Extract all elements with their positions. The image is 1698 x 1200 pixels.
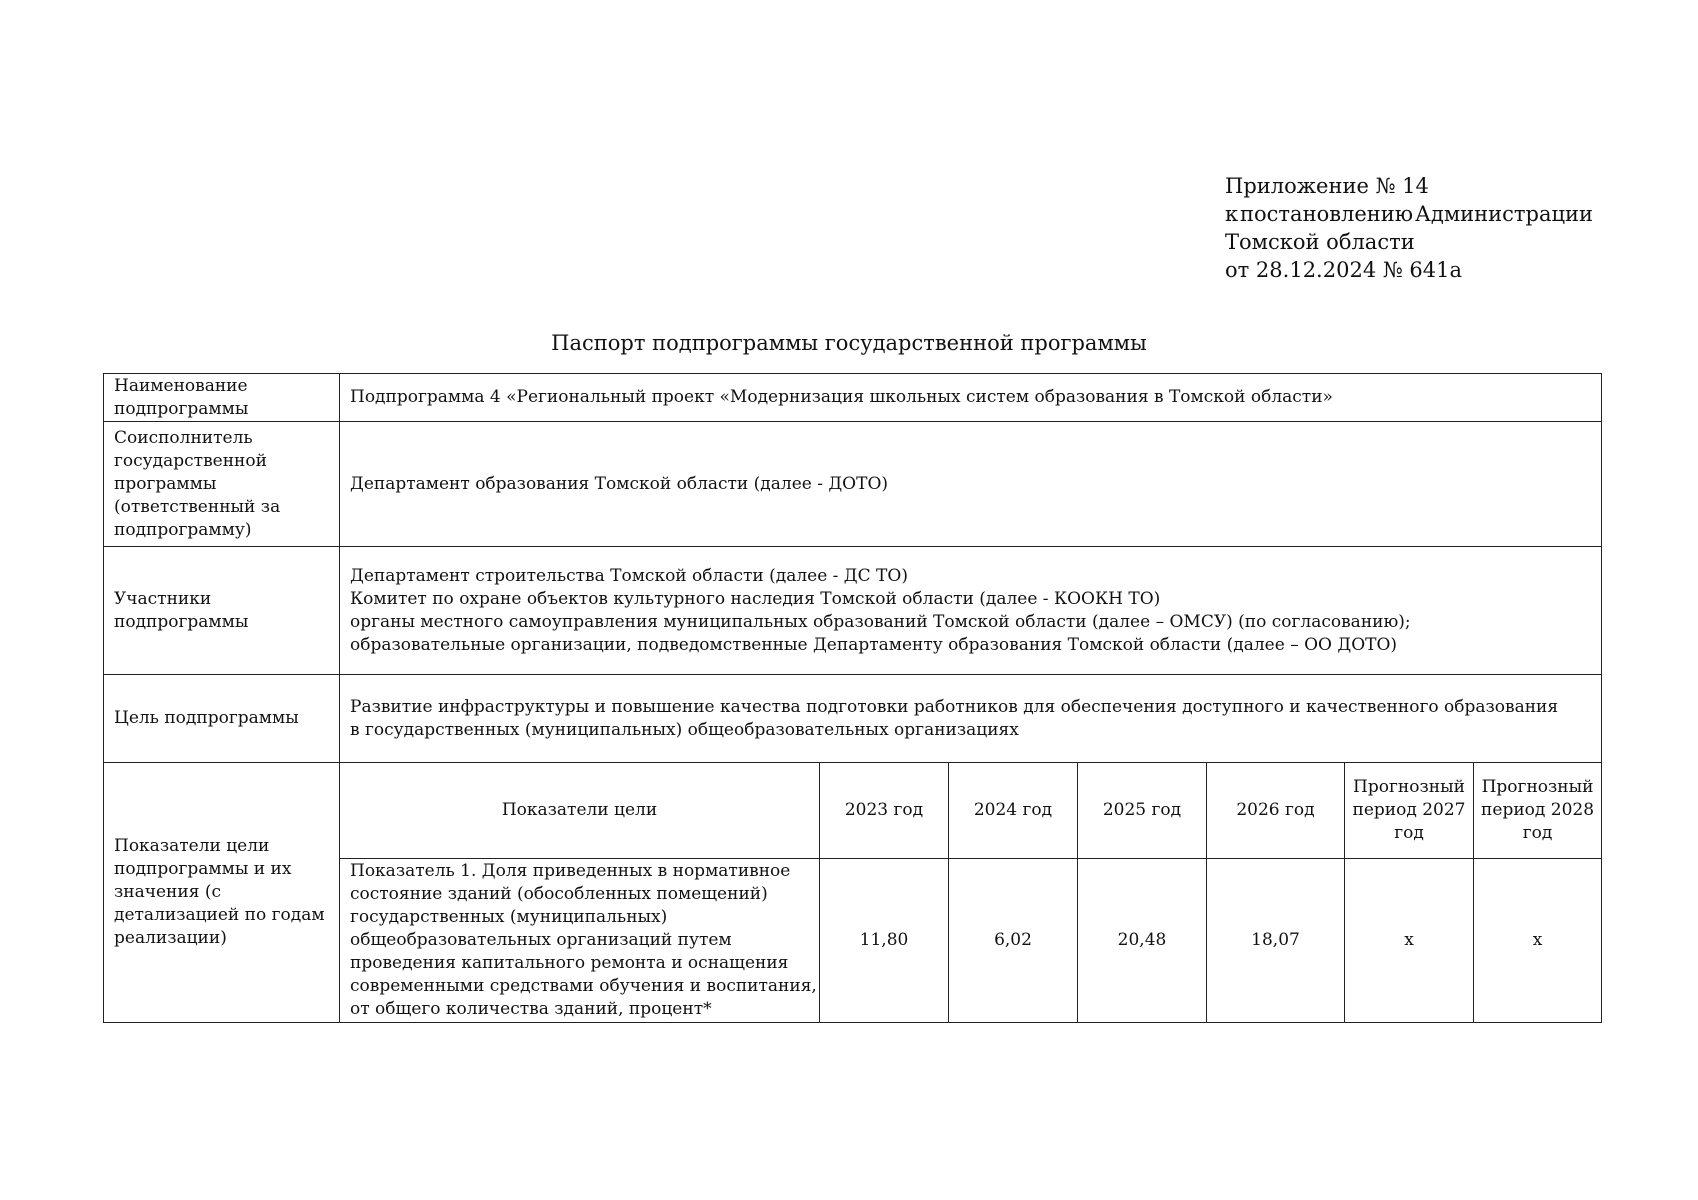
column-header-2023: 2023 год bbox=[820, 763, 949, 859]
row-goal bbox=[104, 675, 1602, 763]
column-header-2025: 2025 год bbox=[1078, 763, 1207, 859]
resolution-word: постановлению bbox=[1240, 202, 1414, 226]
indicator-1-value-2024: 6,02 bbox=[949, 859, 1078, 1023]
coexecutor-value: Департамент образования Томской области (далее - ДОТО) bbox=[340, 422, 1602, 547]
indicator-1-value-2023: 11,80 bbox=[820, 859, 949, 1023]
column-header-2028: Прогнозный период 2028 год bbox=[1474, 763, 1602, 859]
indicators-label: Показатели цели подпрограммы и их значения (с детализацией по годам реализации) bbox=[104, 763, 340, 1023]
coexecutor-label: Соисполнитель государственной программы (ответственный за подпрограмму) bbox=[104, 422, 340, 547]
column-header-2026: 2026 год bbox=[1207, 763, 1345, 859]
row-subprogram-name bbox=[104, 374, 1602, 422]
passport-table bbox=[103, 373, 1602, 1023]
indicator-1-value-2027: х bbox=[1345, 859, 1474, 1023]
resolution-word: к bbox=[1225, 202, 1239, 226]
document-title: Паспорт подпрограммы государственной программы bbox=[551, 331, 1147, 355]
row-coexecutor bbox=[104, 422, 1602, 547]
appendix-number: Приложение № 14 bbox=[1225, 174, 1429, 198]
indicators-header-row bbox=[104, 763, 1602, 859]
region-name: Томской области bbox=[1225, 230, 1415, 254]
indicator-1-value-2025: 20,48 bbox=[1078, 859, 1207, 1023]
column-header-2024: 2024 год bbox=[949, 763, 1078, 859]
subprogram-name-label: Наименование подпрограммы bbox=[104, 374, 340, 422]
indicator-1-value-2028: х bbox=[1474, 859, 1602, 1023]
resolution-line bbox=[1225, 200, 1593, 228]
participants-value: Департамент строительства Томской области (далее - ДС ТО) Комитет по охране объектов культурного наследия Томской области (далее - КООКН ТО) органы местного самоуправления муниципальных образований Томской области (далее – ОМСУ) (по согласованию); образовательные организации, подведомственные Департаменту образования Томской области (далее – ОО ДОТО) bbox=[340, 547, 1602, 675]
goal-label: Цель подпрограммы bbox=[104, 675, 340, 763]
subprogram-name-value: Подпрограмма 4 «Региональный проект «Модернизация школьных систем образования в Томской области» bbox=[340, 374, 1602, 422]
resolution-word: Администрации bbox=[1414, 202, 1593, 226]
appendix-header bbox=[1225, 172, 1593, 284]
column-header-2027: Прогнозный период 2027 год bbox=[1345, 763, 1474, 859]
indicator-1-value-2026: 18,07 bbox=[1207, 859, 1345, 1023]
resolution-date-number: от 28.12.2024 № 641а bbox=[1225, 258, 1462, 282]
column-header-indicator: Показатели цели bbox=[340, 763, 820, 859]
indicator-1-text: Показатель 1. Доля приведенных в нормативное состояние зданий (обособленных помещений) государственных (муниципальных) общеобразовательных организаций путем проведения капитального ремонта и оснащения современными средствами обучения и воспитания, от общего количества зданий, процент* bbox=[340, 859, 820, 1023]
participants-label: Участники подпрограммы bbox=[104, 547, 340, 675]
goal-value: Развитие инфраструктуры и повышение качества подготовки работников для обеспечения доступного и качественного образования в государственных (муниципальных) общеобразовательных организациях bbox=[340, 675, 1602, 763]
row-participants bbox=[104, 547, 1602, 675]
